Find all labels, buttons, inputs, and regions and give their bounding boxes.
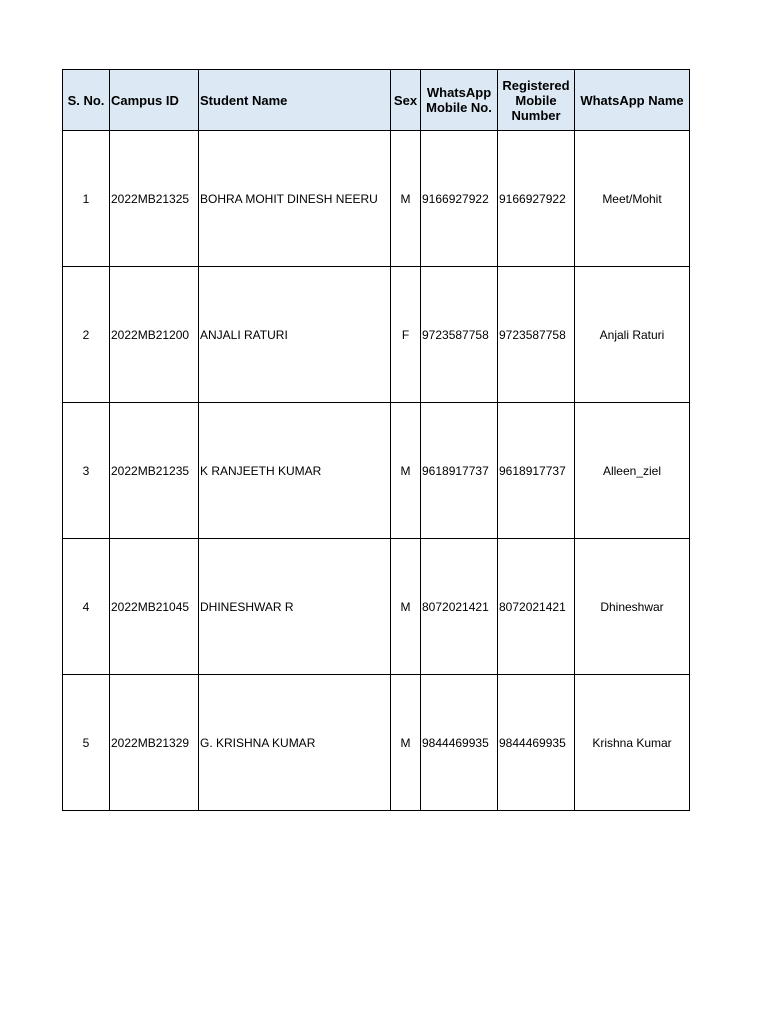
cell-campus-id: 2022MB21045 (110, 539, 199, 675)
cell-student-name: ANJALI RATURI (199, 267, 391, 403)
cell-whatsapp-name: Krishna Kumar (575, 675, 690, 811)
table-row (63, 675, 690, 811)
cell-whatsapp-mobile: 8072021421 (421, 539, 498, 675)
cell-student-name: BOHRA MOHIT DINESH NEERU (199, 131, 391, 267)
cell-sex: F (391, 267, 421, 403)
cell-registered-mobile: 9618917737 (498, 403, 575, 539)
cell-sex: M (391, 403, 421, 539)
table-header-row (63, 70, 690, 131)
cell-sex: M (391, 131, 421, 267)
header-sex: Sex (391, 70, 421, 131)
cell-campus-id: 2022MB21329 (110, 675, 199, 811)
cell-sno: 3 (63, 403, 110, 539)
cell-sno: 2 (63, 267, 110, 403)
cell-whatsapp-mobile: 9166927922 (421, 131, 498, 267)
header-campus-id: Campus ID (110, 70, 199, 131)
cell-sex: M (391, 539, 421, 675)
header-registered-mobile: Registered Mobile Number (498, 70, 575, 131)
header-student-name: Student Name (199, 70, 391, 131)
header-sno: S. No. (63, 70, 110, 131)
cell-campus-id: 2022MB21325 (110, 131, 199, 267)
student-table-sheet (62, 69, 690, 811)
cell-whatsapp-mobile: 9618917737 (421, 403, 498, 539)
cell-sno: 1 (63, 131, 110, 267)
cell-whatsapp-name: Meet/Mohit (575, 131, 690, 267)
cell-campus-id: 2022MB21235 (110, 403, 199, 539)
table-row (63, 131, 690, 267)
cell-student-name: DHINESHWAR R (199, 539, 391, 675)
cell-whatsapp-mobile: 9844469935 (421, 675, 498, 811)
table-row (63, 403, 690, 539)
table-row (63, 539, 690, 675)
cell-registered-mobile: 9166927922 (498, 131, 575, 267)
cell-sex: M (391, 675, 421, 811)
cell-sno: 5 (63, 675, 110, 811)
cell-whatsapp-mobile: 9723587758 (421, 267, 498, 403)
cell-student-name: K RANJEETH KUMAR (199, 403, 391, 539)
cell-sno: 4 (63, 539, 110, 675)
cell-registered-mobile: 9723587758 (498, 267, 575, 403)
cell-whatsapp-name: Alleen_ziel (575, 403, 690, 539)
header-whatsapp-name: WhatsApp Name (575, 70, 690, 131)
cell-registered-mobile: 9844469935 (498, 675, 575, 811)
student-table (62, 69, 690, 811)
cell-registered-mobile: 8072021421 (498, 539, 575, 675)
header-whatsapp-mobile: WhatsApp Mobile No. (421, 70, 498, 131)
cell-whatsapp-name: Dhineshwar (575, 539, 690, 675)
cell-student-name: G. KRISHNA KUMAR (199, 675, 391, 811)
cell-whatsapp-name: Anjali Raturi (575, 267, 690, 403)
cell-campus-id: 2022MB21200 (110, 267, 199, 403)
table-row (63, 267, 690, 403)
